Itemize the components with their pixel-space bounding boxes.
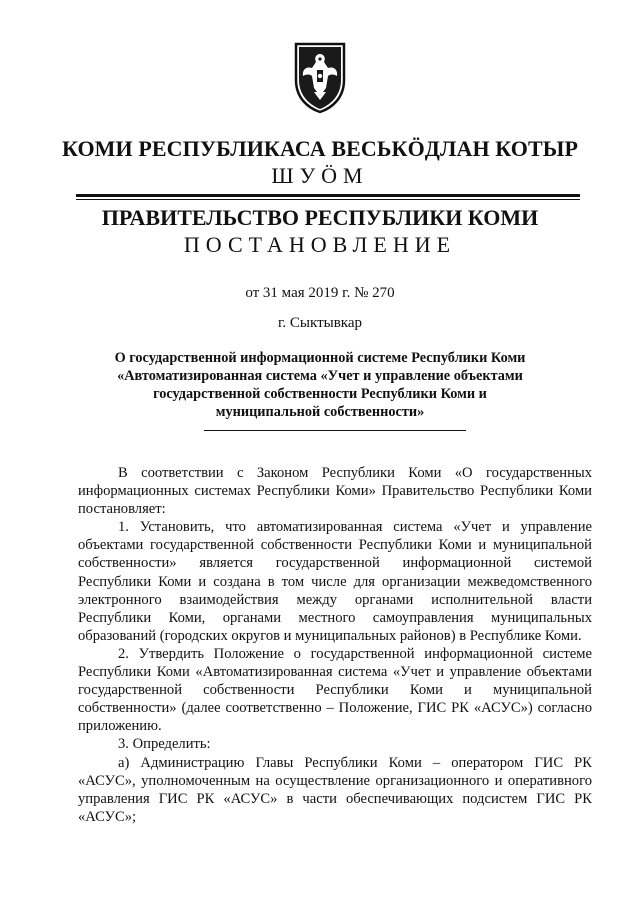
document-city: г. Сыктывкар	[277, 315, 363, 331]
russian-government-name: ПРАВИТЕЛЬСТВО РЕСПУБЛИКИ КОМИ	[101, 205, 539, 230]
komi-coat-of-arms-icon	[292, 40, 348, 114]
komi-document-type: ШУӦМ	[271, 163, 369, 188]
russian-document-type: ПОСТАНОВЛЕНИЕ	[183, 232, 457, 257]
body-paragraph: 3. Определить:	[118, 736, 211, 753]
body-paragraph: В соответствии с Законом Республики Коми «О государственных информационных системах Республики Коми» Правительство Республики Коми постановляет:	[78, 465, 592, 518]
body-paragraph: 2. Утвердить Положение о государственной информационной системе Республики Коми «Автоматизированная система «Учет и управление объектами государственной собственности Республики Коми и муниципальной собственности» (далее соответственно – Положение, ГИС РК «АСУС») согласно приложению.	[78, 645, 592, 735]
header-divider-thick	[76, 194, 580, 197]
komi-government-name: КОМИ РЕСПУБЛИКАСА ВЕСЬКӦДЛАН КОТЫР	[61, 136, 579, 161]
document-date-number: от 31 мая 2019 г. № 270	[245, 285, 395, 301]
document-title: О государственной информационной системе Республики Коми «Автоматизированная система «Учет и управление объектами государственной собственности Республики Коми и муниципальной собственности»	[114, 350, 526, 420]
document-body	[78, 464, 592, 826]
body-paragraph: 1. Установить, что автоматизированная система «Учет и управление объектами государственной собственности Республики Коми и муниципальной собственности» является государственной информационной системой Республики Коми и создана в том числе для организации межведомственного электронного взаимодействия между органами исполнительной власти Республики Коми, органами местного самоуправления муниципальных образований (городских округов и муниципальных районов) в Республике Коми.	[78, 519, 592, 644]
title-underline	[204, 430, 466, 431]
header-divider-thin	[76, 199, 580, 200]
body-paragraph: а) Администрацию Главы Республики Коми – оператором ГИС РК «АСУС», уполномоченным на осуществление организационного и оперативного управления ГИС РК «АСУС» в части обеспечивающих подсистем ГИС РК «АСУС»;	[78, 754, 592, 825]
